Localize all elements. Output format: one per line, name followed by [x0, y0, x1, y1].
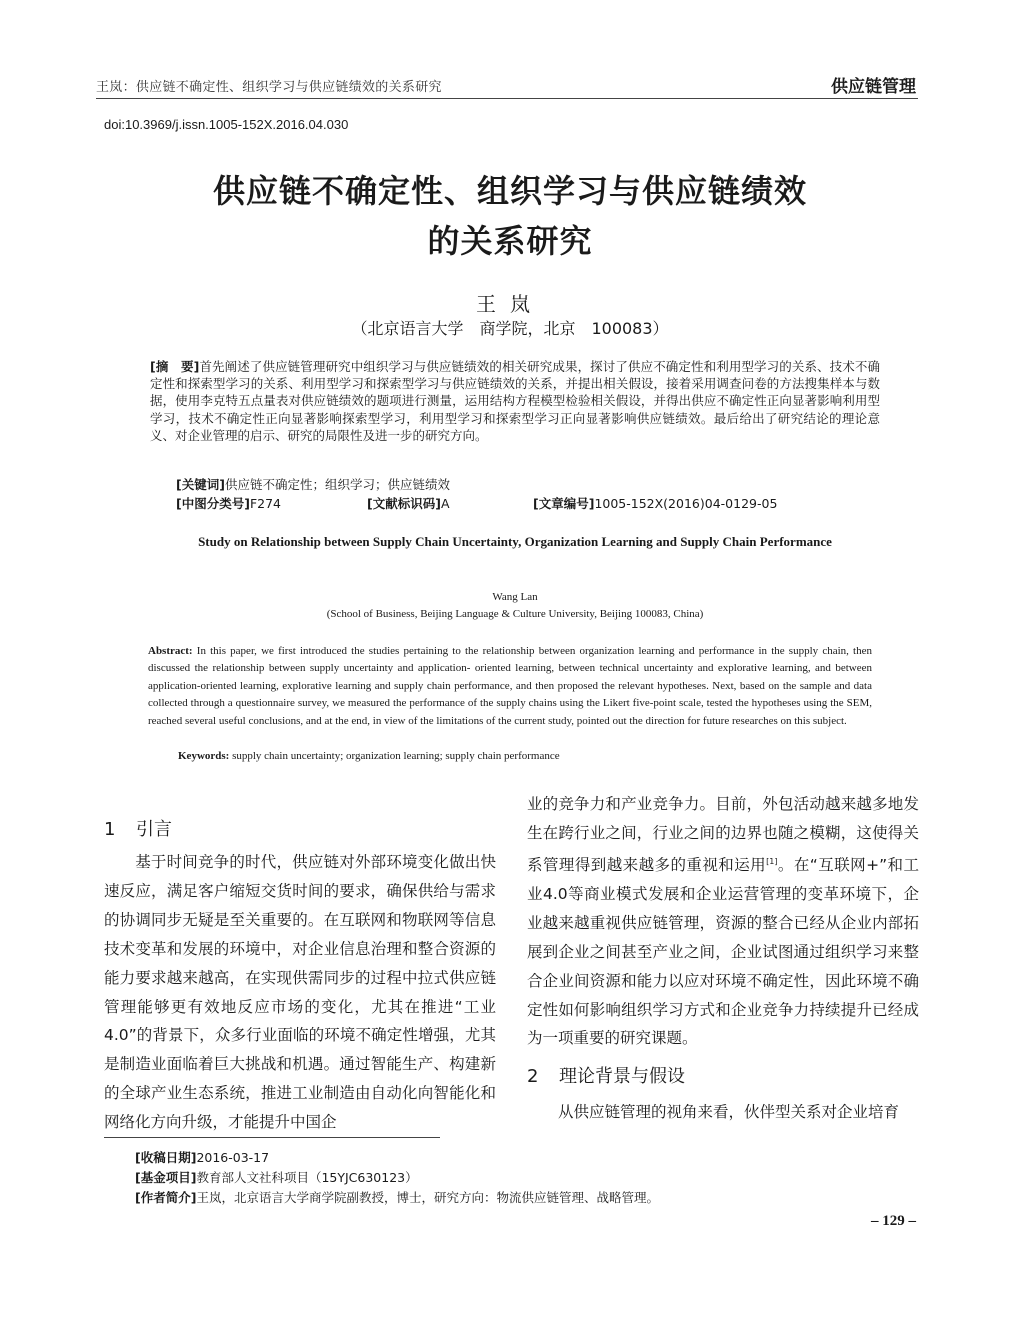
- clc-label: [中图分类号]: [176, 496, 250, 511]
- english-keywords-text: supply chain uncertainty; organization learning; supply chain performance: [232, 750, 560, 762]
- clc-number: [176, 494, 281, 512]
- fund-label: [基金项目]: [135, 1170, 197, 1185]
- section2-paragraph: [527, 1098, 919, 1127]
- article-number-label: [文章编号]: [533, 496, 595, 511]
- footnote-rule: [104, 1137, 440, 1138]
- doc-code-label: [文献标识码]: [367, 496, 441, 511]
- article-number-value: 1005-152X(2016)04-0129-05: [594, 496, 778, 511]
- section-label: 供应链管理: [831, 77, 916, 97]
- abstract-cn-label: [摘 要]: [150, 359, 200, 374]
- received-label: [收稿日期]: [135, 1150, 197, 1165]
- section2-number: 2: [527, 1066, 539, 1087]
- clc-value: F274: [249, 496, 281, 511]
- running-title: 王岚：供应链不确定性、组织学习与供应链绩效的关系研究: [96, 80, 442, 95]
- doc-code-value: A: [440, 496, 450, 511]
- section1-text: 基于时间竞争的时代，供应链对外部环境变化做出快速反应，满足客户缩短交货时间的要求，确保供给与需求的协调同步无疑是至关重要的。在互联网和物联网等信息技术变革和发展的环境中，对企业信息治理和整合资源的能力要求越来越高，在实现供需同步的过程中拉式供应链管理能够更有效地反应市场的变化，尤其在推进“工业4.0”的背景下，众多行业面临的环境不确定性增强，尤其是制造业面临着巨大挑战和机遇。通过智能生产、构建新的全球产业生态系统，推进工业制造由自动化向智能化和网络化方向升级，才能提升中国企: [104, 853, 496, 1132]
- received-date: 2016-03-17: [196, 1150, 270, 1165]
- page-number: – 129 –: [871, 1213, 916, 1229]
- paper-title-line2: 的关系研究: [427, 222, 593, 260]
- affiliation-cn: （北京语言大学 商学院，北京 100083）: [351, 319, 669, 338]
- section2-heading: [527, 1062, 685, 1088]
- fund-text: 教育部人文社科项目（15YJC630123）: [196, 1170, 418, 1185]
- english-abstract-label: Abstract:: [148, 645, 193, 657]
- citation-1: [1]: [766, 856, 778, 866]
- author-bio-text: 王岚，北京语言大学商学院副教授，博士，研究方向：物流供应链管理、战略管理。: [196, 1190, 659, 1205]
- section2-title: 理论背景与假设: [559, 1066, 685, 1087]
- paper-title-line1: 供应链不确定性、组织学习与供应链绩效: [212, 172, 807, 210]
- right-column-paragraph: [527, 790, 919, 1053]
- english-abstract: [148, 643, 872, 730]
- header-rule: [96, 98, 918, 99]
- author-bio-label: [作者简介]: [135, 1190, 197, 1205]
- footnote-author: [135, 1188, 659, 1206]
- abstract-cn: [150, 358, 880, 444]
- section1-title: 引言: [136, 819, 172, 840]
- english-keywords-label: Keywords:: [178, 750, 230, 762]
- section1-paragraph: [104, 848, 496, 1137]
- english-affiliation: (School of Business, Beijing Language & Culture University, Beijing 100083, China): [326, 608, 704, 620]
- footnote-fund: [135, 1168, 418, 1186]
- keywords-cn-text: 供应链不确定性；组织学习；供应链绩效: [224, 477, 450, 492]
- english-abstract-text: In this paper, we first introduced the studies pertaining to the relationship between organization learning and performance in the supply chain, then discussed the relationship between supply uncertainty and application- oriented learning, between technical uncertainty and explorative learning, and between application-oriented learning, explorative learning and supply chain performance, and then proposed the relevant hypotheses. Next, based on the sample and data collected through a questionnaire survey, we measured the performance of the supply chains using the Likert five-point scale, tested the hypotheses using the SEM, reached several useful conclusions, and at the end, in view of the limitations of the current study, pointed out the direction for future researches on this subject.: [148, 645, 872, 727]
- keywords-cn: [176, 475, 450, 493]
- english-author: Wang Lan: [492, 591, 538, 603]
- doi: doi:10.3969/j.issn.1005-152X.2016.04.030: [104, 117, 349, 132]
- right-col-text-a: 业的竞争力和产业竞争力。目前，外包活动越来越多地发生在跨行业之间，行业之间的边界也随之模糊，这使得关系管理得到越来越多的重视和运用: [527, 795, 919, 874]
- abstract-cn-text: 首先阐述了供应链管理研究中组织学习与供应链绩效的相关研究成果，探讨了供应不确定性和利用型学习的关系、技术不确定性和探索型学习的关系、利用型学习和探索型学习与供应链绩效的关系，并提出相关假设，接着采用调查问卷的方法搜集样本与数据，使用李克特五点量表对供应链绩效的题项进行测量，运用结构方程模型检验相关假设，并得出供应不确定性正向显著影响利用型学习，技术不确定性正向显著影响探索型学习，利用型学习和探索型学习正向显著影响供应链绩效。最后给出了研究结论的理论意义、对企业管理的启示、研究的局限性及进一步的研究方向。: [150, 359, 880, 443]
- section1-number: 1: [104, 819, 116, 840]
- author-cn: 王岚: [476, 292, 544, 316]
- right-col-text-b: 。在“互联网+”和工业4.0等商业模式发展和企业运营管理的变革环境下，企业越来越重视供应链管理，资源的整合已经从企业内部拓展到企业之间甚至产业之间，企业试图通过组织学习来整合企业间资源和能力以应对环境不确定性，因此环境不确定性如何影响组织学习方式和企业竞争力持续提升已经成为一项重要的研究课题。: [527, 855, 919, 1048]
- english-keywords: [178, 750, 560, 762]
- doc-code: [367, 494, 450, 512]
- keywords-cn-label: [关键词]: [176, 477, 225, 492]
- section1-heading: [104, 815, 172, 841]
- article-number: [533, 494, 777, 512]
- footnote-received: [135, 1148, 269, 1166]
- english-title: Study on Relationship between Supply Chain Uncertainty, Organization Learning and Supply Chain Performance: [198, 534, 832, 549]
- section2-text: 从供应链管理的视角来看，伙伴型关系对企业培育: [558, 1103, 900, 1121]
